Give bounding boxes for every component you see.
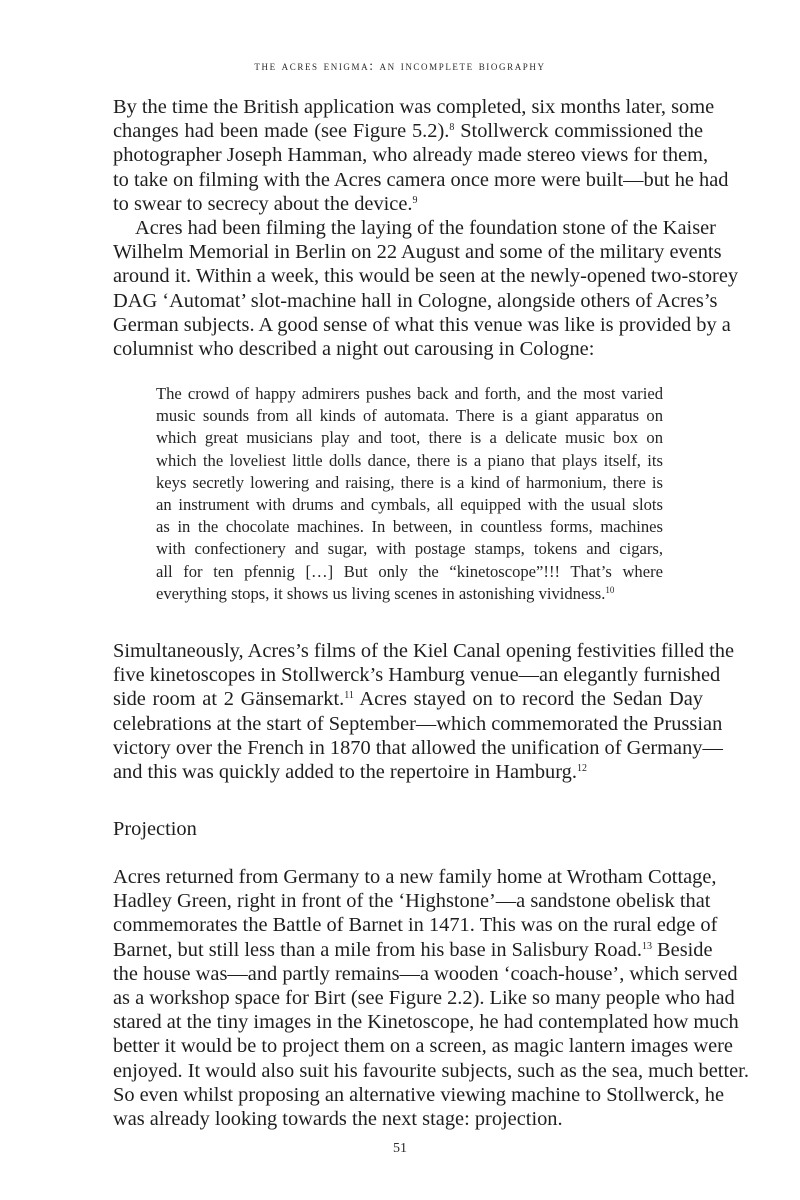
text-line: So even whilst proposing an alternative viewing machine to Stollwerck, he [113,1083,725,1106]
text-line: celebrations at the start of September—which commemorated the Prussian [113,712,723,735]
text-line: as a workshop space for Birt (see Figure 2.2). Like so many people who had [113,986,735,1009]
text-line: better it would be to project them on a screen, as magic lantern images were [113,1035,733,1058]
paragraph-3 [113,639,735,784]
text-line: changes had been made (see Figure 5.2).$^8$ Stollwerck commissioned the [113,120,703,143]
quote-line: an instrument with drums and cymbals, all equipped with the usual slots [156,494,663,514]
footnote-marker[interactable]: 10 [605,584,615,595]
text-line: Simultaneously, Acres’s films of the Kiel Canal opening festivities filled the [113,640,735,662]
text-line: German subjects. A good sense of what this venue was like is provided by a [113,313,731,336]
quote-line: everything stops, it shows us living scenes in astonishing vividness.$^{10}$ [156,583,615,603]
text-line: Hadley Green, right in front of the ‘Highstone’—a sandstone obelisk that [113,890,711,913]
text-line: and this was quickly added to the repertoire in Hamburg.$^{12}$ [113,760,587,783]
footnote-marker[interactable]: 9 [412,194,418,206]
text-line: columnist who described a night out carousing in Cologne: [113,337,595,360]
quote-line: keys secretly lowering and raising, there is a kind of harmonium, there is [156,472,663,492]
text-line: side room at 2 Gänsemarkt.$^{11}$ Acres stayed on to record the Sedan Day [113,688,703,711]
text-line: Acres returned from Germany to a new family home at Wrotham Cottage, [113,866,717,888]
quote-line: The crowd of happy admirers pushes back and forth, and the most varied [156,384,663,403]
text-line: commemorates the Battle of Barnet in 1471. This was on the rural edge of [113,914,718,937]
section-heading: Projection [113,818,197,840]
quote-line: with confectionery and sugar, with postage stamps, tokens and cigars, [156,539,663,559]
text-line: the house was—and partly remains—a wooden ‘coach-house’, which served [113,962,738,985]
block-quote [156,383,663,605]
footnote-marker[interactable]: 8 [449,122,455,134]
text-line: to swear to secrecy about the device.$^9$ [113,192,418,215]
paragraph-2 [113,216,739,361]
page-number: 51 [393,1141,407,1156]
text-line: five kinetoscopes in Stollwerck’s Hamburg venue—an elegantly furnished [113,664,721,687]
footnote-marker[interactable]: 13 [641,940,652,952]
running-head: the acres enigma: an incomplete biography [254,58,546,73]
text-line: stared at the tiny images in the Kinetoscope, he had contemplated how much [113,1011,739,1034]
text-line: By the time the British application was completed, six months later, some [113,96,715,118]
quote-line: music sounds from all kinds of automata. There is a giant apparatus on [156,406,663,426]
footnote-marker[interactable]: 12 [576,762,587,774]
footnote-marker[interactable]: 11 [344,690,354,702]
text-line: enjoyed. It would also suit his favourite subjects, such as the sea, much better. [113,1059,749,1082]
text-line: Acres had been filming the laying of the foundation stone of the Kaiser [135,217,716,239]
text-line: photographer Joseph Hamman, who already made stereo views for them, [113,144,709,167]
quote-line: which the loveliest little dolls dance, there is a piano that plays itself, its [156,450,663,470]
paragraph-4 [113,865,749,1131]
text-line: around it. Within a week, this would be seen at the newly-opened two-storey [113,265,739,288]
text-line: victory over the French in 1870 that allowed the unification of Germany— [113,736,723,759]
text-line: DAG ‘Automat’ slot-machine hall in Cologne, alongside others of Acres’s [113,289,718,312]
text-line: Barnet, but still less than a mile from his base in Salisbury Road.$^{13}$ Beside [113,938,713,961]
quote-line: as in the chocolate machines. In between, in countless forms, machines [156,517,663,537]
quote-line: all for ten pfennig […] But only the “kinetoscope”!!! That’s where [156,561,663,581]
quote-line: which great musicians play and toot, there is a delicate music box on [156,428,663,448]
text-line: Wilhelm Memorial in Berlin on 22 August and some of the military events [113,241,722,264]
text-line: to take on filming with the Acres camera once more were built—but he had [113,168,729,191]
paragraph-1 [113,95,729,216]
text-line: was already looking towards the next stage: projection. [113,1107,563,1130]
